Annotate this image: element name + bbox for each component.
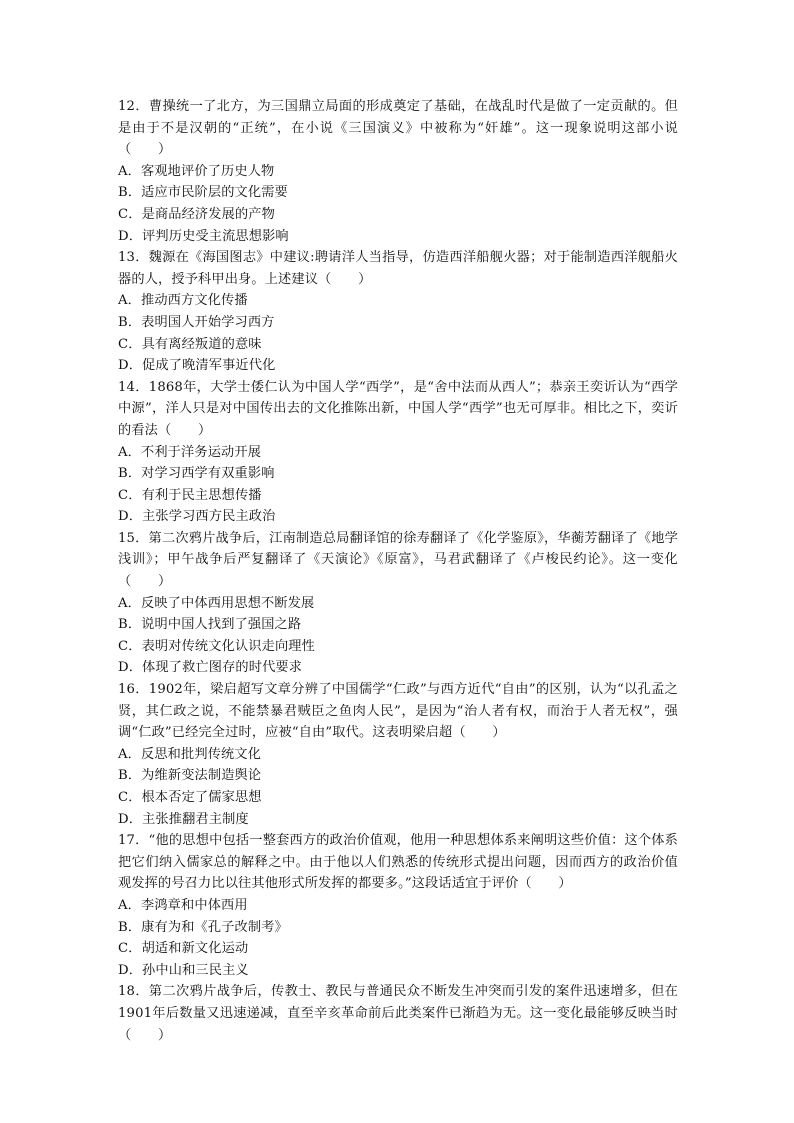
exam-page <box>118 96 678 1046</box>
option-c: C．具有离经叛道的意味 <box>118 336 262 352</box>
question-18 <box>118 981 678 1046</box>
question-14 <box>118 377 678 528</box>
option-a: A．客观地评价了历史人物 <box>118 163 275 179</box>
question-13 <box>118 247 678 377</box>
option-d: D．促成了晚清军事近代化 <box>118 358 276 374</box>
option-d: D．评判历史受主流思想影响 <box>118 228 289 244</box>
option-list <box>118 895 678 981</box>
question-stem: 17．“他的思想中包括一整套西方的政治价值观，他用一种思想体系来阐明这些价值：这个体系把它们纳入儒家总的解释之中。由于他以人们熟悉的传统形式提出问题，因而西方的政治价值观发挥的号召力比以往其他形式所发挥的都要多。”这段话适宜于评价（ ） <box>118 833 678 892</box>
option-a: A．反映了中体西用思想不断发展 <box>118 595 315 611</box>
option-d: D．体现了救亡图存的时代要求 <box>118 660 303 676</box>
option-d: D．主张学习西方民主政治 <box>118 509 276 525</box>
option-c: C．有利于民主思想传播 <box>118 487 262 503</box>
question-stem: 13．魏源在《海国图志》中建议:聘请洋人当指导，仿造西洋船舰火器；对于能制造西洋舰船火器的人，授予科甲出身。上述建议（ ） <box>118 250 678 287</box>
question-15 <box>118 528 678 679</box>
option-c: C．根本否定了儒家思想 <box>118 790 262 805</box>
option-a: A．不利于洋务运动开展 <box>118 444 262 460</box>
option-list <box>118 593 678 679</box>
option-b: B．为维新变法制造舆论 <box>118 768 262 784</box>
option-c: C．胡适和新文化运动 <box>118 941 249 957</box>
question-16 <box>118 679 678 830</box>
option-list <box>118 442 678 528</box>
question-stem: 16．1902年，梁启超写文章分辨了中国儒学“仁政”与西方近代“自由”的区别，认为“以孔孟之贤，其仁政之说，不能禁暴君贼臣之鱼肉人民”，是因为“治人者有权，而治于人者无权”，强调“仁政”已经完全过时，应被“自由”取代。这表明梁启超（ ） <box>118 682 678 741</box>
option-b: B．表明国人开始学习西方 <box>118 314 275 330</box>
option-b: B．说明中国人找到了强国之路 <box>118 617 302 633</box>
option-d: D．主张推翻君主制度 <box>118 811 249 827</box>
question-17 <box>118 830 678 981</box>
question-stem: 12．曹操统一了北方，为三国鼎立局面的形成奠定了基础，在战乱时代是做了一定贡献的。但是由于不是汉朝的“正统”，在小说《三国演义》中被称为“奸雄”。这一现象说明这部小说（ ） <box>118 99 678 158</box>
option-d: D．孙中山和三民主义 <box>118 962 249 978</box>
question-stem: 18．第二次鸦片战争后，传教士、教民与普通民众不断发生冲突而引发的案件迅速增多，但在1901年后数量又迅速递减，直至辛亥革命前后此类案件已渐趋为无。这一变化最能够反映当时（ ） <box>118 984 678 1043</box>
question-stem: 15．第二次鸦片战争后，江南制造总局翻译馆的徐寿翻译了《化学鉴原》，华蘅芳翻译了《地学浅训》；甲午战争后严复翻译了《天演论》《原富》，马君武翻译了《卢梭民约论》。这一变化（ ） <box>118 530 678 590</box>
option-a: A．推动西方文化传播 <box>118 293 248 309</box>
option-b: B．康有为和《孔子改制考》 <box>118 919 288 935</box>
option-c: C．是商品经济发展的产物 <box>118 206 275 222</box>
option-b: B．适应市民阶层的文化需要 <box>118 185 288 201</box>
option-b: B．对学习西学有双重影响 <box>118 466 275 482</box>
option-a: A．李鸿章和中体西用 <box>118 897 248 913</box>
question-stem: 14．1868年，大学士倭仁认为中国人学“西学”，是“舍中法而从西人”；恭亲王奕䜣认为“西学中源”，洋人只是对中国传出去的文化推陈出新，中国人学“西学”也无可厚非。相比之下，奕䜣的看法（ ） <box>118 379 678 438</box>
option-list <box>118 290 678 376</box>
option-a: A．反思和批判传统文化 <box>118 746 262 762</box>
option-list <box>118 744 678 830</box>
question-12 <box>118 96 678 247</box>
option-list <box>118 161 678 247</box>
option-c: C．表明对传统文化认识走向理性 <box>118 638 315 654</box>
